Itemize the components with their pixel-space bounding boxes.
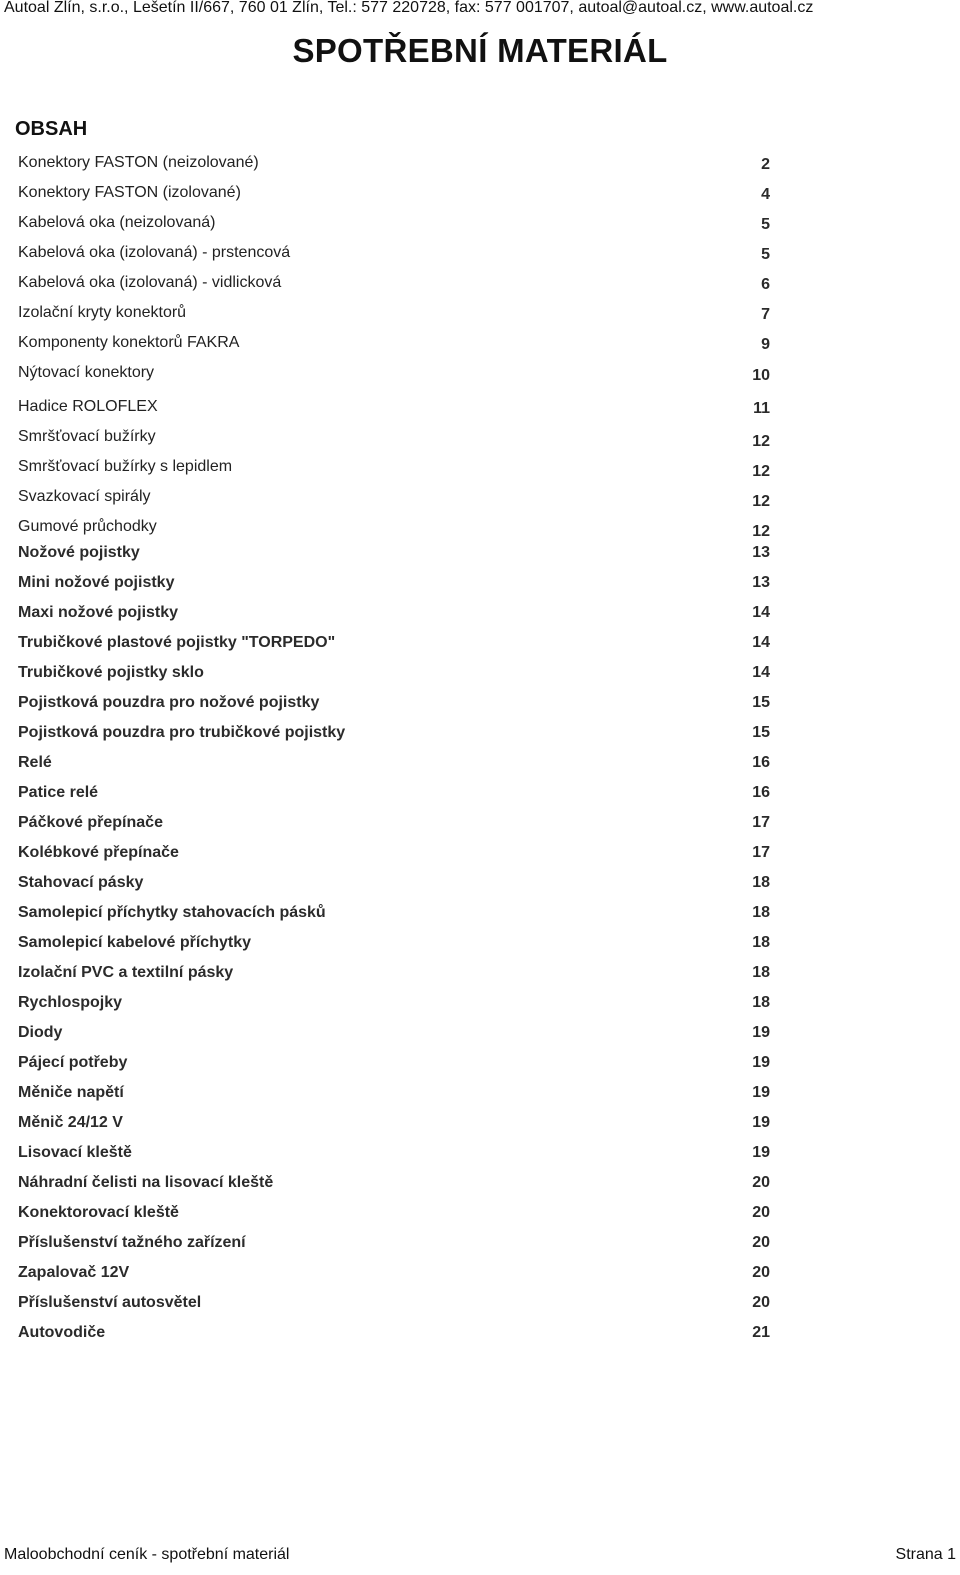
toc-entry[interactable]: [18, 1324, 770, 1344]
toc-entry[interactable]: [18, 154, 770, 174]
footer-title: Maloobchodní ceník - spotřební materiál: [4, 1546, 290, 1563]
toc-entry[interactable]: [18, 994, 770, 1014]
toc-entry-page: 15: [752, 694, 770, 711]
toc-entry-label: Zapalovač 12V: [18, 1264, 130, 1281]
toc-entry[interactable]: [18, 488, 770, 508]
toc-entry-page: 12: [752, 463, 770, 480]
toc-entry[interactable]: [18, 694, 770, 714]
toc-entry-label: Samolepicí kabelové příchytky: [18, 934, 251, 951]
toc-entry-label: Konektorovací kleště: [18, 1204, 179, 1221]
toc-entry-page: 14: [752, 634, 770, 651]
toc-entry-label: Kolébkové přepínače: [18, 844, 179, 861]
toc-entry-label: Komponenty konektorů FAKRA: [18, 334, 240, 351]
toc-entry-label: Nožové pojistky: [18, 544, 140, 561]
toc-entry-label: Pojistková pouzdra pro nožové pojistky: [18, 694, 320, 711]
toc-entry[interactable]: [18, 1054, 770, 1074]
toc-entry-label: Kabelová oka (izolovaná) - vidlicková: [18, 274, 282, 291]
toc-entry-page: 18: [752, 904, 770, 921]
toc-entry-label: Páčkové přepínače: [18, 814, 163, 831]
toc-entry[interactable]: [18, 184, 770, 204]
toc-entry-page: 15: [752, 724, 770, 741]
toc-entry-page: 18: [752, 994, 770, 1011]
document-title: SPOTŘEBNÍ MATERIÁL: [292, 32, 668, 69]
toc-entry-label: Gumové průchodky: [18, 518, 157, 535]
toc-entry[interactable]: [18, 754, 770, 774]
toc-entry-page: 17: [752, 814, 770, 831]
toc-entry-page: 14: [752, 604, 770, 621]
toc-entry-page: 5: [761, 216, 770, 233]
toc-entry[interactable]: [18, 574, 770, 594]
toc-entry-label: Smršťovací bužírky s lepidlem: [18, 458, 233, 475]
toc-entry-label: Izolační PVC a textilní pásky: [18, 964, 234, 981]
toc-entry-page: 18: [752, 934, 770, 951]
toc-entry[interactable]: [18, 964, 770, 984]
toc-entry[interactable]: [18, 1084, 770, 1104]
toc-entry-label: Hadice ROLOFLEX: [18, 398, 158, 415]
toc-entry-page: 4: [761, 186, 770, 203]
toc-entry-label: Izolační kryty konektorů: [18, 304, 187, 321]
toc-entry-page: 18: [752, 964, 770, 981]
toc-entry[interactable]: [18, 1114, 770, 1134]
toc-entry[interactable]: [18, 844, 770, 864]
toc-entry-label: Relé: [18, 754, 52, 771]
toc-entry-page: 20: [752, 1204, 770, 1221]
toc-entry-label: Autovodiče: [18, 1324, 106, 1341]
toc-entry[interactable]: [18, 1204, 770, 1224]
toc-entry[interactable]: [18, 274, 770, 294]
toc-entry-label: Diody: [18, 1024, 63, 1041]
toc-entry[interactable]: [18, 664, 770, 684]
toc-entry[interactable]: [18, 334, 770, 354]
toc-entry-label: Příslušenství autosvětel: [18, 1294, 202, 1311]
toc-entry[interactable]: [18, 364, 770, 384]
toc-entry-page: 20: [752, 1234, 770, 1251]
toc-entry-label: Kabelová oka (izolovaná) - prstencová: [18, 244, 291, 261]
toc-entry-page: 20: [752, 1174, 770, 1191]
toc-entry-label: Konektory FASTON (neizolované): [18, 154, 259, 171]
toc-entry[interactable]: [18, 398, 770, 418]
toc-entry[interactable]: [18, 904, 770, 924]
toc-entry-label: Maxi nožové pojistky: [18, 604, 179, 621]
toc-entry-page: 12: [752, 493, 770, 510]
toc-entry[interactable]: [18, 1174, 770, 1194]
toc-entry-label: Stahovací pásky: [18, 874, 144, 891]
toc-heading: OBSAH: [15, 118, 88, 140]
toc-entry[interactable]: [18, 724, 770, 744]
toc-entry[interactable]: [18, 214, 770, 234]
toc-entry[interactable]: [18, 1234, 770, 1254]
toc-entry-page: 11: [753, 400, 770, 417]
toc-entry[interactable]: [18, 518, 770, 538]
toc-entry-label: Samolepicí příchytky stahovacích pásků: [18, 904, 326, 921]
toc-entry[interactable]: [18, 784, 770, 804]
toc-entry[interactable]: [18, 244, 770, 264]
toc-entry-page: 20: [752, 1264, 770, 1281]
toc-entry-label: Lisovací kleště: [18, 1144, 132, 1161]
toc-entry-page: 19: [752, 1084, 770, 1101]
toc-entry-label: Nýtovací konektory: [18, 364, 155, 381]
toc-entry-page: 16: [752, 754, 770, 771]
toc-entry-label: Měnič 24/12 V: [18, 1114, 123, 1131]
toc-entry[interactable]: [18, 428, 770, 448]
toc-entry-page: 6: [761, 276, 770, 293]
toc-entry[interactable]: [18, 874, 770, 894]
toc-entry-page: 18: [752, 874, 770, 891]
toc-entry-label: Trubičkové pojistky sklo: [18, 664, 204, 681]
toc-entry-page: 19: [752, 1144, 770, 1161]
toc-entry-page: 14: [752, 664, 770, 681]
toc-entry-label: Rychlospojky: [18, 994, 123, 1011]
toc-entry-page: 7: [761, 306, 770, 323]
toc-entry-label: Svazkovací spirály: [18, 488, 151, 505]
toc-entry-page: 2: [761, 156, 770, 173]
toc-entry-page: 12: [752, 523, 770, 540]
toc-entry[interactable]: [18, 1024, 770, 1044]
toc-entry-page: 16: [752, 784, 770, 801]
toc-entry-label: Konektory FASTON (izolované): [18, 184, 241, 201]
toc-entry-page: 20: [752, 1294, 770, 1311]
toc-entry[interactable]: [18, 304, 770, 324]
toc-entry[interactable]: [18, 634, 770, 654]
toc-entry-page: 13: [752, 574, 770, 591]
toc-entry-page: 13: [752, 544, 770, 561]
toc-entry-label: Pojistková pouzdra pro trubičkové pojistky: [18, 724, 346, 741]
toc-entry[interactable]: [18, 934, 770, 954]
toc-entry[interactable]: [18, 1144, 770, 1164]
toc-entry[interactable]: [18, 604, 770, 624]
toc-entry-label: Příslušenství tažného zařízení: [18, 1234, 246, 1251]
toc-entry[interactable]: [18, 1264, 770, 1284]
toc-entry[interactable]: [18, 814, 770, 834]
toc-entry-page: 12: [752, 433, 770, 450]
company-header: Autoal Zlín, s.r.o., Lešetín II/667, 760 01 Zlín, Tel.: 577 220728, fax: 577 001707, autoal@autoal.cz, www.autoal.cz: [4, 0, 814, 16]
toc-entry[interactable]: [18, 1294, 770, 1314]
toc-entry-label: Trubičkové plastové pojistky "TORPEDO": [18, 634, 336, 651]
toc-entry-label: Pájecí potřeby: [18, 1054, 128, 1071]
toc-entry-page: 17: [752, 844, 770, 861]
toc-entry[interactable]: [18, 544, 770, 564]
toc-entry-page: 19: [752, 1114, 770, 1131]
toc-entry-page: 21: [752, 1324, 770, 1341]
toc-entry-page: 9: [761, 336, 770, 353]
toc-entry[interactable]: [18, 458, 770, 478]
toc-entry-page: 10: [752, 367, 770, 384]
footer-page-number: Strana 1: [895, 1546, 956, 1563]
toc-entry-label: Kabelová oka (neizolovaná): [18, 214, 216, 231]
toc-entry-label: Smršťovací bužírky: [18, 428, 156, 445]
toc-entry-label: Měniče napětí: [18, 1084, 124, 1101]
toc-entry-label: Mini nožové pojistky: [18, 574, 175, 591]
toc-entry-label: Patice relé: [18, 784, 99, 801]
toc-entry-label: Náhradní čelisti na lisovací kleště: [18, 1174, 274, 1191]
toc-entry-page: 19: [752, 1054, 770, 1071]
toc-entry-page: 19: [752, 1024, 770, 1041]
toc-entry-page: 5: [761, 246, 770, 263]
